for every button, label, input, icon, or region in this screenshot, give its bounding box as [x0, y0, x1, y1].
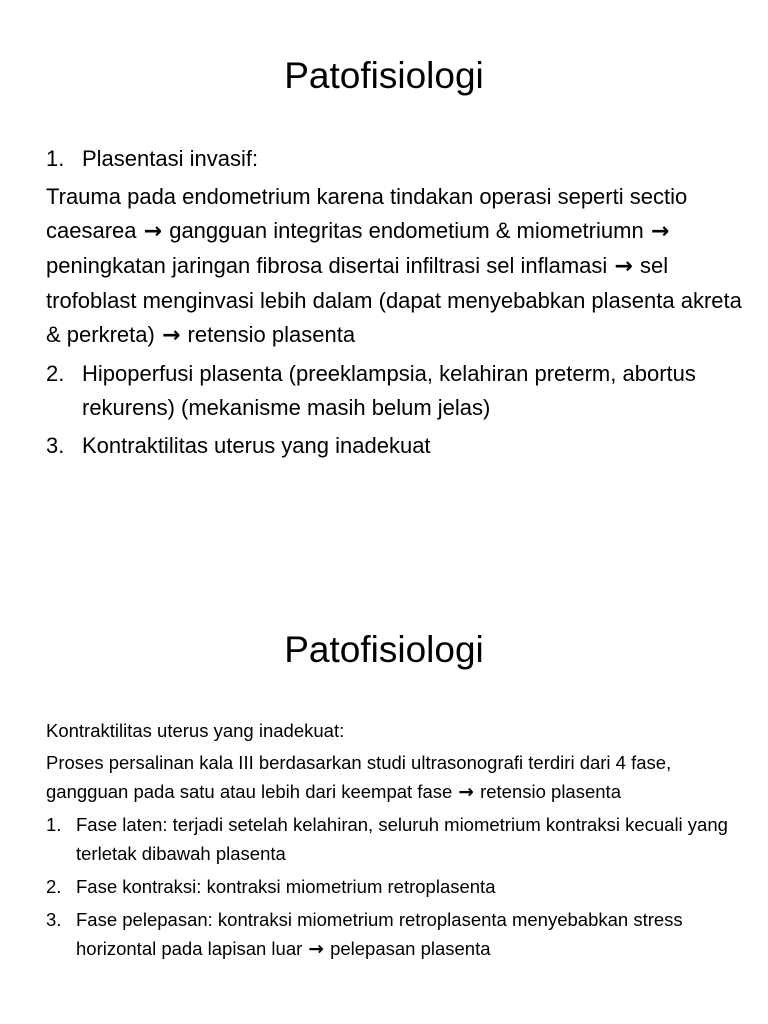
list-item [46, 142, 756, 176]
slide-title: Patofisiologi [284, 629, 484, 670]
list-text: Hipoperfusi plasenta (preeklampsia, kelahiran preterm, abortus rekurens) (mekanisme masih belum jelas) [82, 361, 696, 420]
arrow-right-icon: → [308, 939, 324, 960]
list-text-segment: Fase pelepasan: kontraksi miometrium retroplasenta menyebabkan stress horizontal pada lapisan luar [76, 909, 683, 959]
paragraph-text: Proses persalinan kala III berdasarkan studi ultrasonografi terdiri dari 4 fase, gangguan pada satu atau lebih dari keempat fase [46, 752, 672, 802]
slide-title: Patofisiologi [284, 55, 484, 96]
paragraph-text: Trauma pada endometrium karena tindakan operasi seperti sectio caesarea [46, 184, 688, 243]
list-number: 2. [46, 361, 65, 386]
intro-text: Kontraktilitas uterus yang inadekuat: [46, 720, 345, 741]
list-number: 1. [46, 146, 65, 171]
paragraph-text: retensio plasenta [480, 781, 621, 802]
arrow-right-icon: → [143, 219, 163, 244]
list-item [46, 357, 756, 425]
list-item [46, 872, 756, 901]
list-text-segment: pelepasan plasenta [330, 938, 491, 959]
paragraph [46, 180, 756, 353]
list-number: 3. [46, 433, 65, 458]
list-item [46, 810, 756, 868]
arrow-right-icon: → [650, 219, 670, 244]
list-text: Fase laten: terjadi setelah kelahiran, seluruh miometrium kontraksi kecuali yang terletak dibawah plasenta [76, 814, 728, 864]
list-text: Kontraktilitas uterus yang inadekuat [82, 433, 431, 458]
paragraph-text: retensio plasenta [187, 322, 356, 347]
arrow-right-icon: → [458, 782, 474, 803]
arrow-right-icon: → [614, 254, 633, 279]
paragraph-text: sel trofoblast menginvasi lebih dalam (dapat menyebabkan plasenta akreta & perkreta) [46, 253, 742, 347]
slide-body [46, 142, 756, 467]
list-number: 3. [46, 909, 62, 930]
paragraph [46, 748, 756, 807]
list-text: Plasentasi invasif: [82, 146, 259, 171]
list-item [46, 429, 756, 463]
paragraph-text: peningkatan jaringan fibrosa disertai infiltrasi sel inflamasi [46, 253, 608, 278]
list-text [76, 905, 756, 964]
slide-body [46, 716, 756, 968]
slide-2 [0, 588, 768, 1024]
list-text: Fase kontraksi: kontraksi miometrium retroplasenta [76, 876, 496, 897]
paragraph-text: gangguan integritas endometium & miometriumn [169, 218, 644, 243]
list-number: 2. [46, 876, 62, 897]
arrow-right-icon: → [161, 323, 181, 348]
list-number: 1. [46, 814, 62, 835]
list-item [46, 905, 756, 964]
